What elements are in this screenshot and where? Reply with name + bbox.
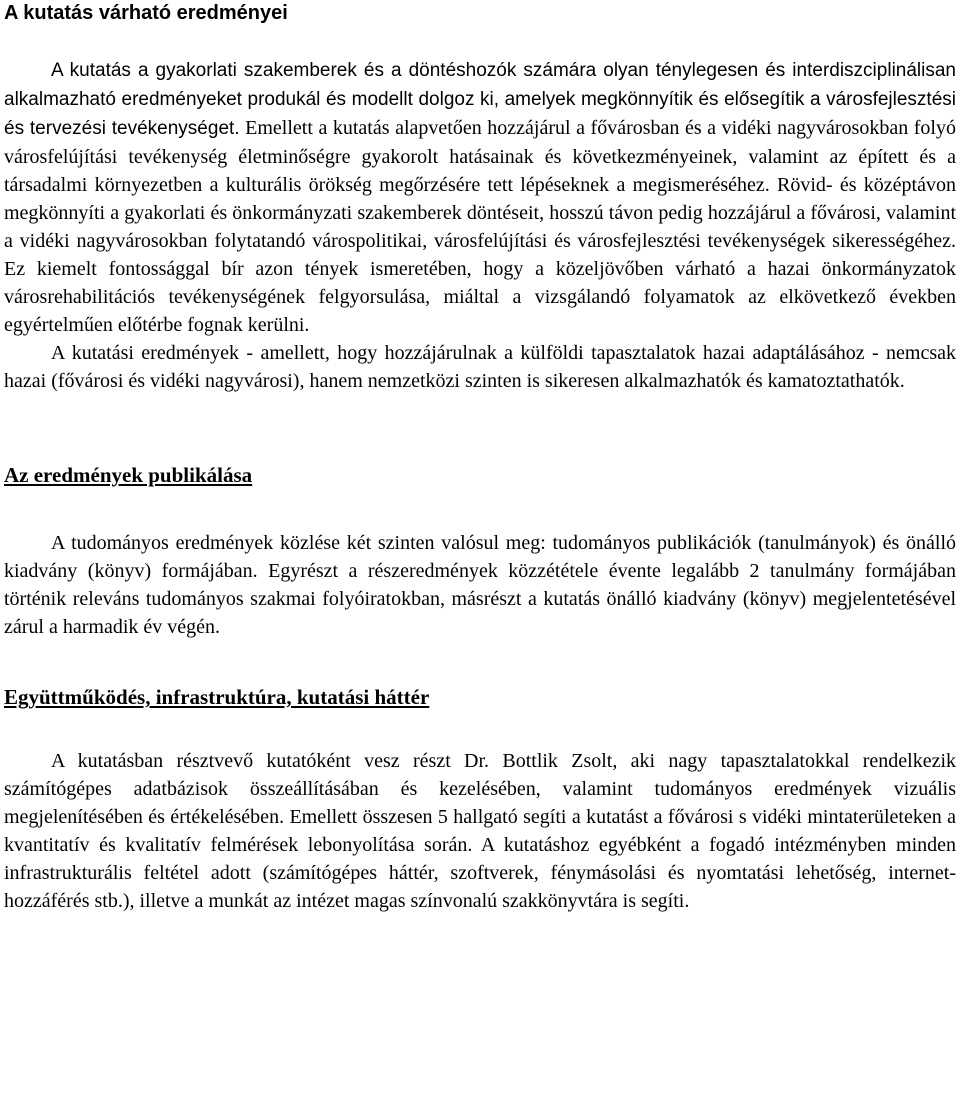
section-heading-expected-results: A kutatás várható eredményei (4, 2, 288, 24)
section-body-cooperation (4, 747, 956, 915)
section-heading-publication: Az eredmények publikálása (4, 463, 253, 487)
section-body-publication (4, 529, 956, 641)
section-heading-cooperation: Együttműködés, infrastruktúra, kutatási háttér (4, 685, 430, 709)
paragraph-intro-sans: A kutatás a gyakorlati szakemberek és a döntéshozók számára olyan ténylegesen és interdiszciplinálisan alkalmazható eredményeket produkál és modellt dolgoz ki, amelyek megkönnyítik és elősegítik a városfejlesztési és tervezési tevékenységet. (4, 60, 956, 139)
section-body-expected-results (4, 56, 956, 395)
paragraph-publication: A tudományos eredmények közlése két szinten valósul meg: tudományos publikációk (tanulmányok) és önálló kiadvány (könyv) formájában. Egyrészt a részeredmények közzététele évente legalább 2 tanulmány formájában történik releváns tudományos szakmai folyóiratokban, másrészt a kutatás önálló kiadvány (könyv) megjelentetésével zárul a harmadik év végén. (4, 532, 956, 638)
paragraph-expected-results-1 (4, 56, 956, 339)
paragraph-continuation-serif: Emellett a kutatás alapvetően hozzájárul a fővárosban és a vidéki nagyvárosokban folyó városfelújítási tevékenység életminőségre gyakorolt hatásainak és következményeinek, valamint az épített és a társadalmi környezetben a kulturális örökség megőrzésére tett lépéseknek a megismeréséhez. Rövid- és középtávon megkönnyíti a gyakorlati és önkormányzati szakemberek döntéseit, hosszú távon pedig hozzájárul a fővárosi, valamint a vidéki nagyvárosokban folytatandó várospolitikai, városfelújítási és városfejlesztési tevékenységek sikerességéhez. Ez kiemelt fontossággal bír azon tények ismeretében, hogy a közeljövőben várható a hazai önkormányzatok városrehabilitációs tevékenységének felgyorsulása, miáltal a vizsgálandó folyamatok az elkövetkező években egyértelműen előtérbe fognak kerülni. (4, 117, 956, 336)
paragraph-cooperation: A kutatásban résztvevő kutatóként vesz részt Dr. Bottlik Zsolt, aki nagy tapasztalatokkal rendelkezik számítógépes adatbázisok összeállításában és kezelésében, valamint tudományos eredmények vizuális megjelenítésében és értékelésében. Emellett összesen 5 hallgató segíti a kutatást a fővárosi s vidéki mintaterületeken a kvantitatív és kvalitatív felmérések lebonyolítása során. A kutatáshoz egyébként a fogadó intézményben minden infrastrukturális feltétel adott (számítógépes háttér, szoftverek, fénymásolási és nyomtatási lehetőség, internet-hozzáférés stb.), illetve a munkát az intézet magas színvonalú szakkönyvtára is segíti. (4, 750, 956, 912)
paragraph-expected-results-2: A kutatási eredmények - amellett, hogy hozzájárulnak a külföldi tapasztalatok hazai adaptálásához - nemcsak hazai (fővárosi és vidéki nagyvárosi), hanem nemzetközi szinten is sikeresen alkalmazhatók és kamatoztathatók. (4, 342, 956, 392)
